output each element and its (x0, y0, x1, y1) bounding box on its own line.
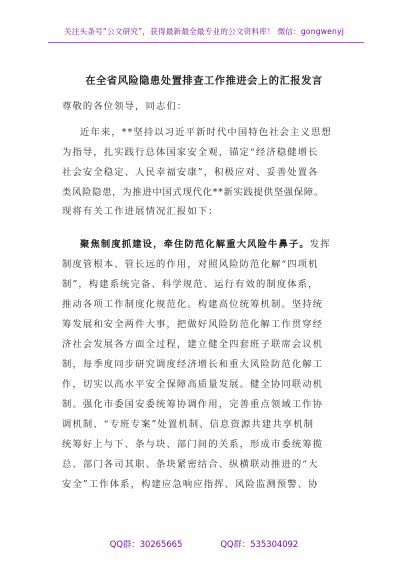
section-heading-rest: 发挥 (309, 239, 331, 250)
footer-qq-group-2: QQ群：535304092 (220, 539, 299, 549)
salutation: 尊敬的各位领导，同志们： (62, 101, 188, 112)
paragraph-line: 近年来，**坚持以习近平新时代中国特色社会主义思想 (80, 127, 332, 138)
footer (0, 538, 408, 550)
paragraph-line: 推动各项工作制度化规范化。构建高位统筹机制。坚持统 (62, 299, 324, 310)
paragraph-line: 为指导，扎实践行总体国家安全观，锚定“经济稳健增长 (62, 147, 319, 158)
paragraph-line: 筹发展和安全两件大事，把做好风险防范化解工作贯穿经 (62, 319, 324, 330)
paragraph-line: 统筹好上与下、条与块、部门间的关系，形成市委统筹揽 (62, 439, 324, 450)
paragraph-line: 制度管根本、管长远的作用，对照风险防范化解“四项机 (62, 259, 319, 270)
paragraph-line: 制，每季度同步研究调度经济增长和重大风险防范化解工 (62, 359, 324, 370)
paragraph-line: 制”，构建系统完备、科学规范、运行有效的制度体系， (62, 279, 319, 290)
document-title: 在全省风险隐患处置排查工作推进会上的汇报发言 (85, 76, 323, 87)
paragraph-line: 作，切实以高水平安全保障高质量发展。健全协同联动机 (62, 379, 324, 390)
paragraph-line: 安全”工作体系，构建应急响应指挥、风险监测预警、协 (62, 479, 319, 490)
paragraph-line: 总、部门各司其职、条块紧密结合、纵横联动推进的“大 (62, 459, 319, 470)
paragraph-line: 类风险隐患，为推进中国式现代化**新实践提供坚强保障。 (62, 187, 324, 198)
section-heading: 聚焦制度抓建设，牵住防范化解重大风险牛鼻子。 (80, 239, 310, 250)
paragraph-line: 济社会发展各方面全过程，建立健全四套班子联席会议机 (62, 339, 324, 350)
paragraph-line: 社会安全稳定、人民幸福安康”，积极应对、妥善处置各 (62, 167, 319, 178)
footer-qq-group-1: QQ群：30265665 (109, 539, 183, 549)
paragraph-line: 现将有关工作进展情况汇报如下： (62, 206, 219, 217)
section-heading-line (80, 236, 331, 250)
paragraph-line: 调机制、“专班专案”处置机制、信息资源共建共享机制 (62, 419, 315, 430)
paragraph-line: 制。强化市委国安委统筹协调作用，完善重点领域工作协 (62, 399, 324, 410)
header-banner: 关注头条号“公文研究”，获得最新最全最专业的公文资料库！ 微信：gongwenyj (63, 27, 345, 36)
header-divider (48, 42, 364, 43)
